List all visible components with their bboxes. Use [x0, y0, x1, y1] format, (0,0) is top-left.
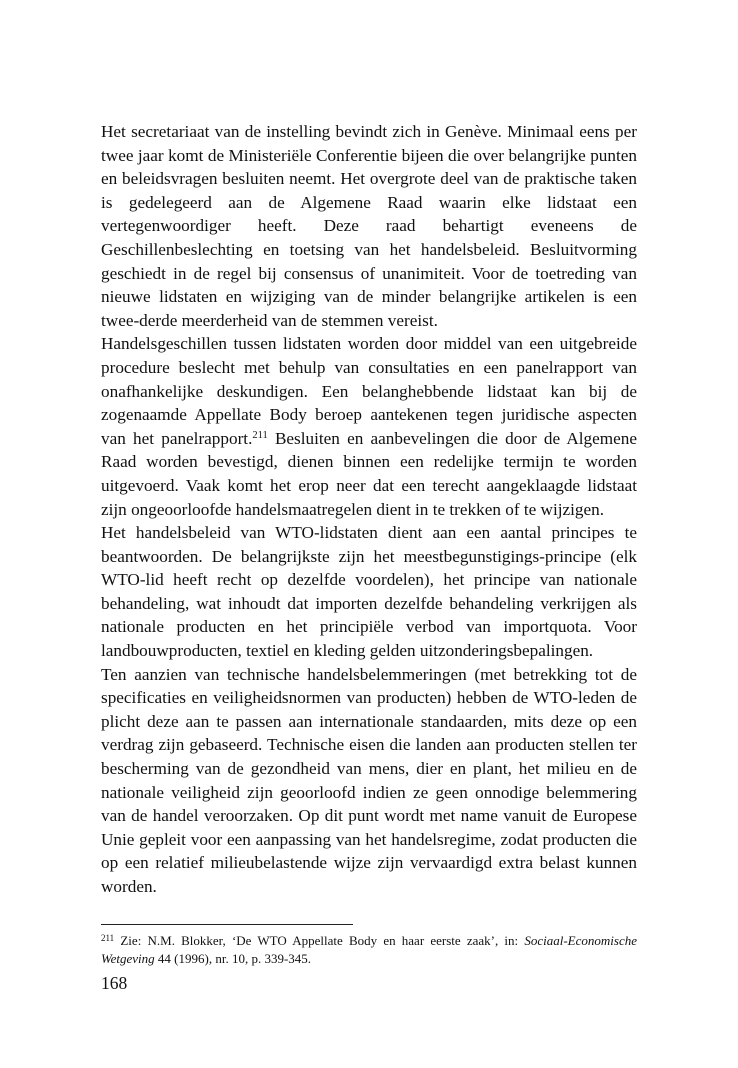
paragraph-4: Ten aanzien van technische handelsbelemmeringen (met betrekking tot de specificaties en veiligheidsnormen van producten) hebben de WTO-leden de plicht deze aan te passen aan internationale standaarden, mits deze op een verdrag zijn gebaseerd. Technische eisen die landen aan producten stellen ter bescherming van de gezondheid van mens, dier en plant, het milieu en de nationale veiligheid zijn geoorloofd indien ze geen onnodige belemmering van de handel veroorzaken. Op dit punt wordt met name vanuit de Europese Unie gepleit voor een aanpassing van het handelsregime, zodat producten die op een relatief milieubelastende wijze zijn vervaardigd extra belast kunnen worden.: [101, 664, 637, 896]
footnote-number: 211: [101, 933, 115, 943]
paragraph-1: Het secretariaat van de instelling bevindt zich in Genève. Minimaal eens per twee jaar komt de Ministeriële Conferentie bijeen die over belangrijke punten en beleidsvragen besluiten neemt. Het overgrote deel van de praktische taken is gedelegeerd aan de Algemene Raad waarin elke lidstaat een vertegenwoordiger heeft. Deze raad behartigt eveneens de Geschillenbeslechting en toetsing van het handelsbeleid. Besluitvorming geschiedt in de regel bij consensus of unanimiteit. Voor de toetreding van nieuwe lidstaten en wijziging van de minder belangrijke artikelen is een twee-derde meerderheid van de stemmen vereist.: [101, 122, 637, 330]
footnote-reference[interactable]: 211: [252, 429, 268, 441]
page-number: 168: [101, 973, 128, 993]
paragraph-2-text-before: Handelsgeschillen tussen lidstaten worden door middel van een uitgebreide procedure beslecht met behulp van consultaties en een panelrapport van onafhankelijke deskundigen. Een belanghebbende lidstaat kan bij de zogenaamde Appellate Body beroep aantekenen tegen juridische aspecten van het panelrapport.: [101, 334, 637, 448]
main-text: [101, 120, 637, 899]
footnote-journal-title: Sociaal-Economische Wetgeving: [101, 933, 637, 966]
paragraph-2: [101, 332, 637, 521]
footnote: [101, 932, 637, 968]
footnote-text-before: Zie: N.M. Blokker, ‘De WTO Appellate Body en haar eerste zaak’, in:: [114, 933, 525, 948]
paragraph-2-text-after: Besluiten en aanbevelingen die door de Algemene Raad worden bevestigd, dienen binnen een redelijke termijn te worden uitgevoerd. Vaak komt het erop neer dat een terecht aangeklaagde lidstaat zijn ongeoorloofde handelsmaatregelen dient in te trekken of te wijzigen.: [101, 428, 637, 519]
paragraph-3: Het handelsbeleid van WTO-lidstaten dient aan een aantal principes te beantwoorden. De belangrijkste zijn het meestbegunstigings-principe (elk WTO-lid heeft recht op dezelfde voordelen), het principe van nationale behandeling, wat inhoudt dat importen dezelfde behandeling verkrijgen als nationale producten en het principiële verbod van importquota. Voor landbouwproducten, textiel en kleding gelden uitzonderingsbepalingen.: [101, 523, 637, 661]
page-body: [101, 120, 637, 899]
footnote-text-after: 44 (1996), nr. 10, p. 339-345.: [154, 951, 312, 966]
footnote-divider: [101, 924, 353, 925]
